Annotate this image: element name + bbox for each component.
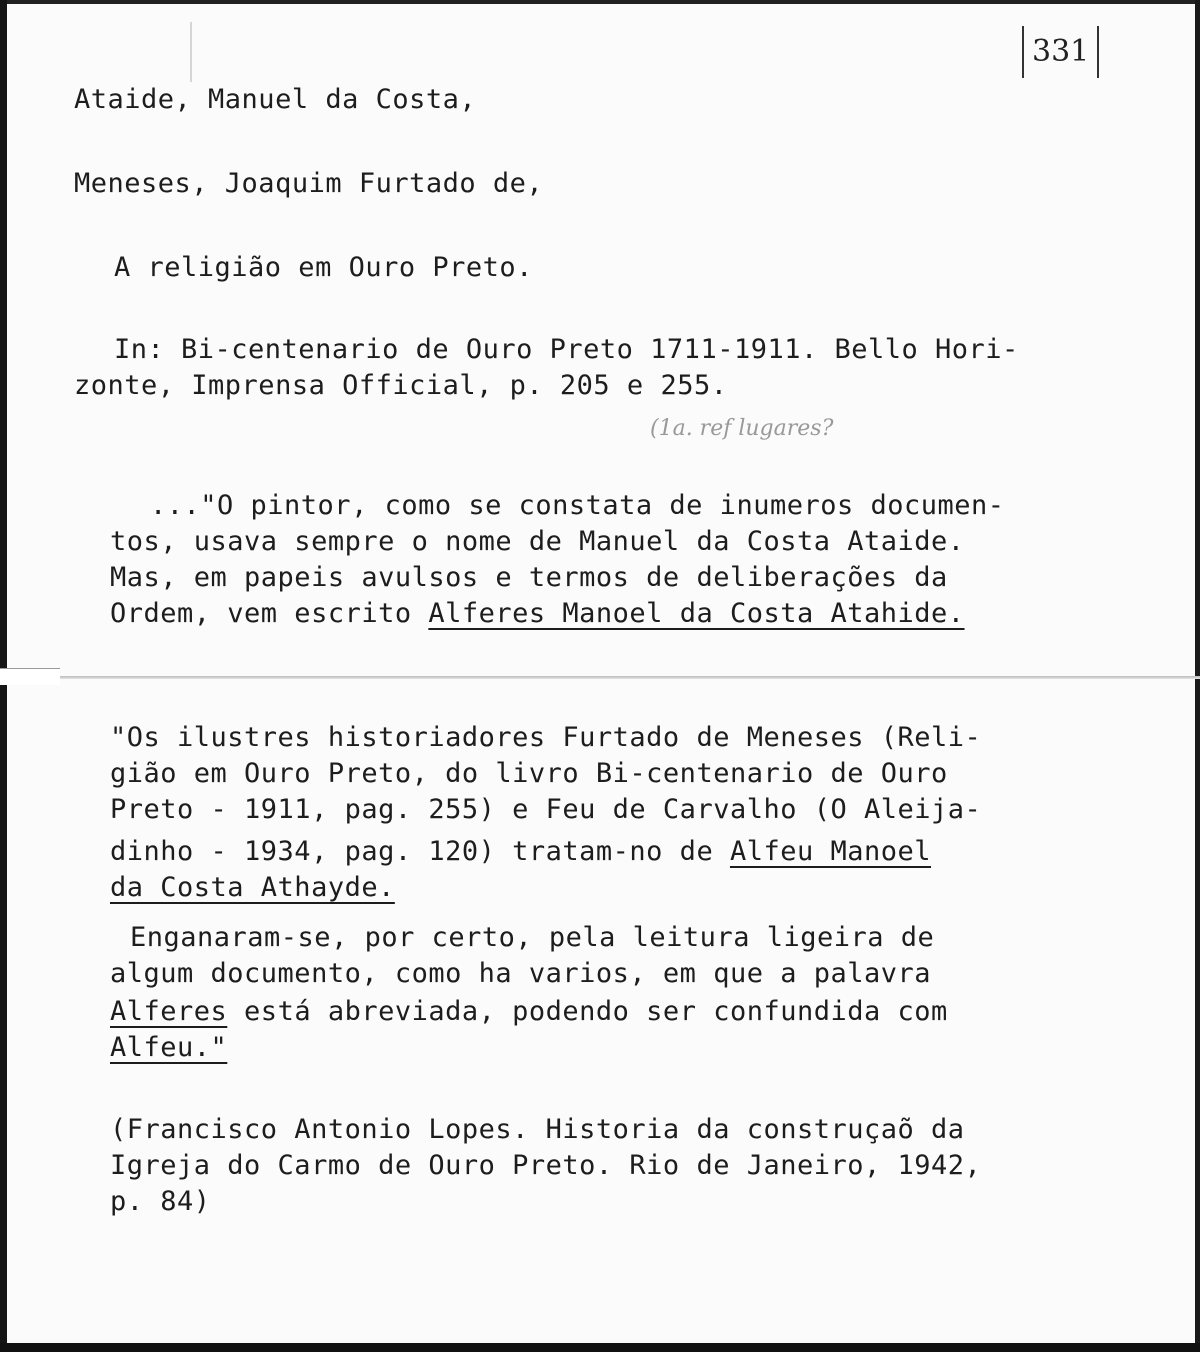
quote2-line-4 xyxy=(110,836,931,867)
author-line-2: Meneses, Joaquim Furtado de, xyxy=(74,168,544,199)
citation-line-2: Igreja do Carmo de Ouro Preto. Rio de Janeiro, 1942, xyxy=(110,1150,982,1181)
quote2-underlined-name-b: da Costa Athayde. xyxy=(110,872,395,903)
card-fold-tab xyxy=(0,668,60,685)
author-line-1: Ataide, Manuel da Costa, xyxy=(74,84,477,115)
quote2-line-4-text: dinho - 1934, pag. 120) tratam-no de xyxy=(110,836,730,867)
source-line-1: In: Bi-centenario de Ouro Preto 1711-1911. Bello Hori- xyxy=(114,334,1019,365)
source-line-2: zonte, Imprensa Official, p. 205 e 255. xyxy=(74,370,728,401)
faint-margin-mark xyxy=(190,22,192,82)
quote1-line-1: ..."O pintor, como se constata de inumeros documen- xyxy=(150,490,1005,521)
handwritten-note: (1a. ref lugares? xyxy=(650,416,834,441)
quote2-line-8-text: está abreviada, podendo ser confundida com xyxy=(227,996,948,1027)
citation-line-3: p. 84) xyxy=(110,1186,211,1217)
citation-line-1: (Francisco Antonio Lopes. Historia da construçaõ da xyxy=(110,1114,965,1145)
work-title: A religião em Ouro Preto. xyxy=(114,252,533,283)
quote2-line-7: algum documento, como ha varios, em que a palavra xyxy=(110,958,932,989)
quote2-line-3: Preto - 1911, pag. 255) e Feu de Carvalho (O Aleija- xyxy=(110,794,982,825)
quote2-line-2: gião em Ouro Preto, do livro Bi-centenario de Ouro xyxy=(110,758,948,789)
quote1-underlined-name: Alferes Manoel da Costa Atahide. xyxy=(428,598,965,629)
card-number-stamp: 331 xyxy=(1022,26,1099,78)
quote2-underlined-alferes: Alferes xyxy=(110,996,228,1027)
quote2-line-5 xyxy=(110,872,395,903)
card-bottom-edge xyxy=(0,1343,1200,1352)
quote1-line-4-text: Ordem, vem escrito xyxy=(110,598,429,629)
quote2-line-6: Enganaram-se, por certo, pela leitura ligeira de xyxy=(130,922,935,953)
quote2-underlined-name-a: Alfeu Manoel xyxy=(729,836,932,867)
card-fold-line xyxy=(0,676,1200,679)
quote2-line-8 xyxy=(110,996,948,1027)
card-top-edge xyxy=(0,0,1200,4)
quote1-line-4 xyxy=(110,598,965,629)
quote1-line-2: tos, usava sempre o nome de Manuel da Costa Ataide. xyxy=(110,526,965,557)
quote2-underlined-alfeu: Alfeu." xyxy=(110,1032,228,1063)
quote2-line-1: "Os ilustres historiadores Furtado de Meneses (Reli- xyxy=(110,722,982,753)
quote2-line-9 xyxy=(110,1032,227,1063)
quote1-line-3: Mas, em papeis avulsos e termos de deliberações da xyxy=(110,562,948,593)
